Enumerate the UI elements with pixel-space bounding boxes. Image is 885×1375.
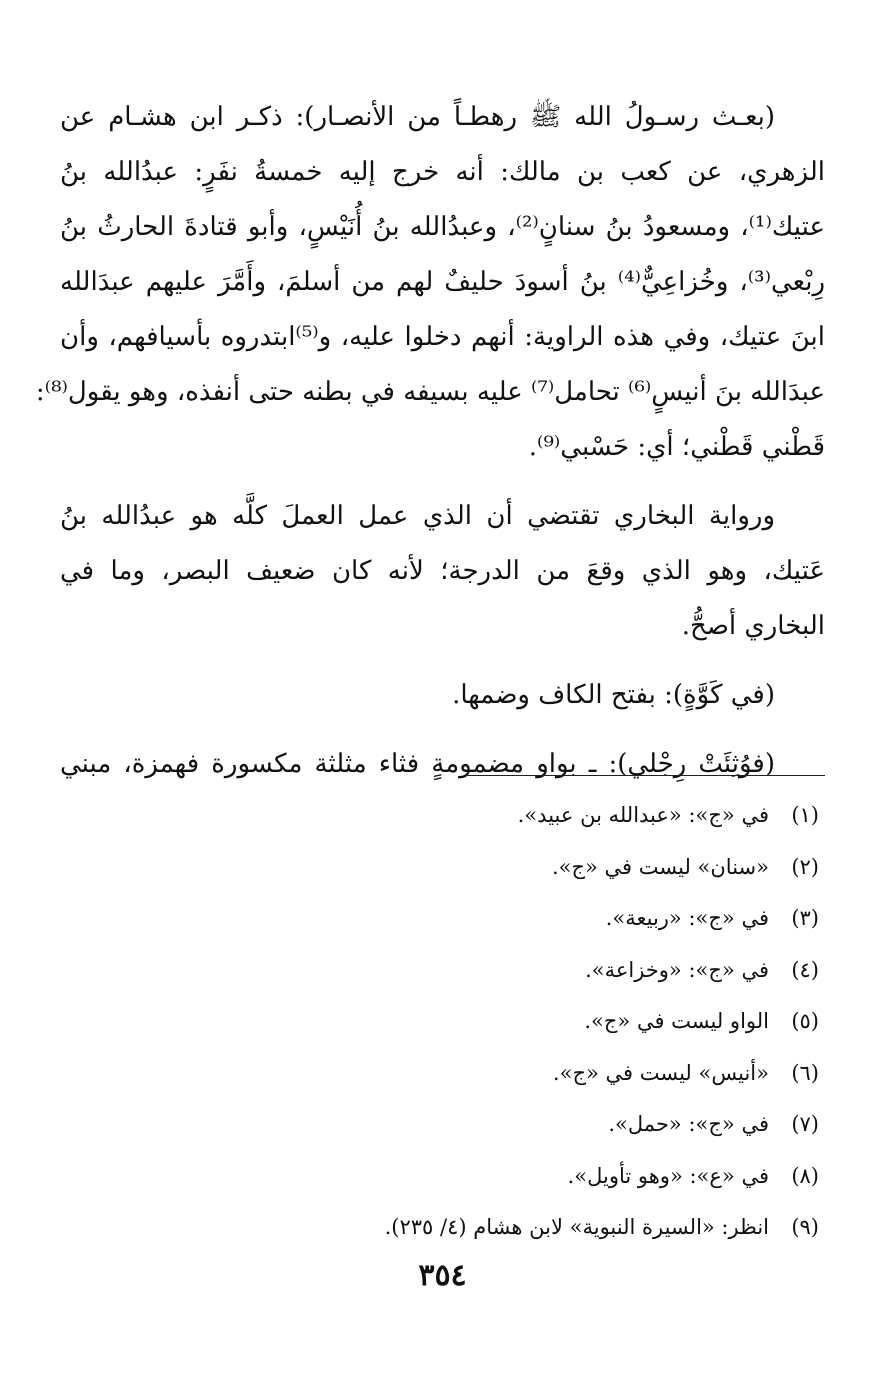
footnote [60,1099,825,1151]
footnote-text: في «ج»: «عبدالله بن عبيد». [517,803,769,827]
text-line: عبدَالله بنَ أنيسٍ⁽⁶⁾ تحامل⁽⁷⁾ عليه بسيفه في بطنه حتى أنفذه، وهو يقول⁽⁸⁾: [35,377,825,407]
footnote [60,893,825,945]
footnote-number: (٧) [791,1112,819,1136]
footnote-number: (٩) [791,1215,819,1239]
footnote [60,945,825,997]
footnote [60,1048,825,1100]
footnote-text: في «ج»: «حمل». [608,1112,769,1136]
text-line: عتيك⁽¹⁾، ومسعودُ بنُ سنانٍ⁽²⁾، وعبدُالله بنُ أُنَيْسٍ، وأبو قتادةَ الحارثُ بنُ [60,212,825,242]
page-number: ٣٥٤ [418,1258,467,1293]
footnote [60,790,825,842]
footnote-text: الواو ليست في «ج». [584,1009,769,1033]
main-text [35,90,826,792]
text-line: عَتيك، وهو الذي وقعَ من الدرجة؛ لأنه كان ضعيف البصر، وما في [60,556,825,586]
footnotes [60,790,825,1254]
footnote-number: (٢) [791,854,819,879]
text-line: ابنَ عتيك، وفي هذه الراوية: أنهم دخلوا عليه، و⁽⁵⁾ابتدروه بأسيافهم، وأن [60,322,825,352]
footnote [60,996,825,1048]
footnote [60,1151,825,1203]
text-line: رِبْعي⁽³⁾، وخُزاعِيٌّ⁽⁴⁾ بنُ أسودَ حليفٌ لهم من أسلمَ، وأَمَّرَ عليهم عبدَالله [60,267,826,297]
footnote-text: في «ع»: «وهو تأويل». [567,1163,769,1188]
footnote-number: (٨) [791,1163,819,1188]
footnote-text: انظر: «السيرة النبوية» لابن هشام (٤/ ٢٣٥). [384,1215,769,1239]
footnote [60,1202,825,1254]
footnote-number: (١) [791,803,819,827]
footnote-text: في «ج»: «وخزاعة». [585,957,769,982]
footnote-number: (٣) [791,906,819,930]
text-line: ورواية البخاري تقتضي أن الذي عمل العملَ كلَّه هو عبدُالله بنُ [60,501,775,531]
text-line: (بعـث رسـولُ الله ﷺ رهطـاً من الأنصـار): ذكـر ابن هشـام عن [60,102,775,132]
footnote-text: في «ج»: «ربيعة». [605,906,769,930]
footnote-text: «أنيس» ليست في «ج». [552,1060,769,1085]
text-line: قَطْني قَطْني؛ أي: حَسْبي⁽⁹⁾. [528,432,825,462]
footnote-text: «سنان» ليست في «ج». [551,854,769,879]
footnote-number: (٦) [791,1060,819,1085]
footnote-number: (٤) [791,957,819,982]
text-line: (في كَوَّةٍ): بفتح الكاف وضمها. [452,680,775,710]
text-line: الزهري، عن كعب بن مالك: أنه خرج إليه خمسةُ نفَرٍ: عبدُالله بنُ [60,157,825,187]
footnote-number: (٥) [791,1009,819,1033]
text-line: البخاري أصحُّ. [681,611,825,641]
text-line: (فوُثِئَتْ رِجْلي): ـ بواو مضمومةٍ فثاء مثلثة مكسورة فهمزة، مبني [60,749,775,779]
footnote [60,842,825,894]
footnote-divider [465,775,825,776]
